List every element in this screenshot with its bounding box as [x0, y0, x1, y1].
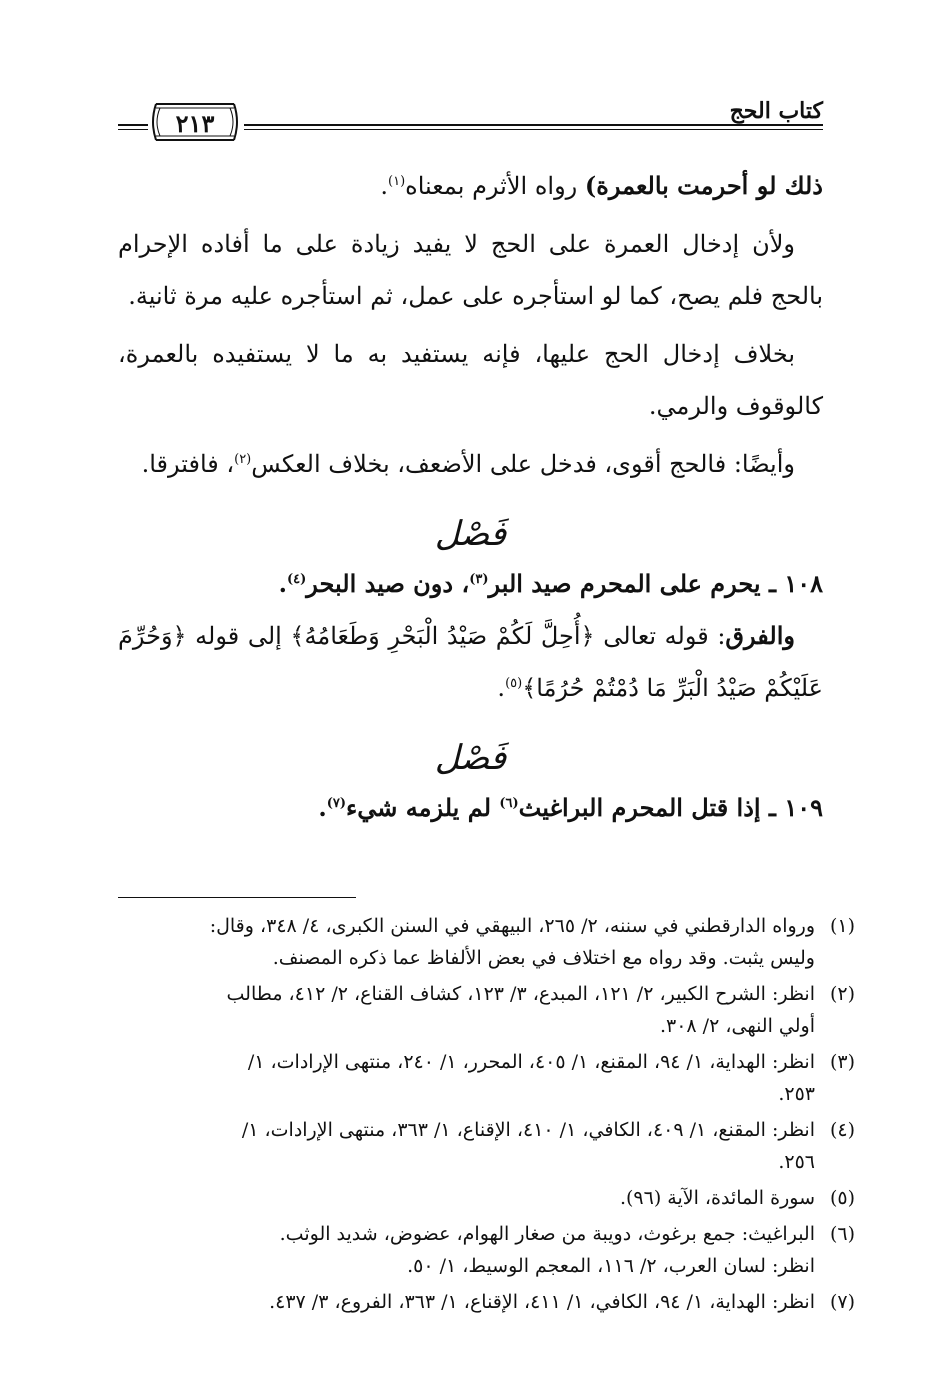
section-heading-fasl-1: فَصْل: [434, 514, 507, 554]
footnotes: [118, 910, 855, 1322]
footnote-line: ٢٥٦.: [778, 1151, 815, 1173]
footnote-3: [118, 1046, 855, 1110]
footnote-line: انظر: المقنع، ١/ ٤٠٩، الكافي، ١/ ٤١٠، الإقناع، ١/ ٣٦٣، منتهى الإرادات، ١/: [241, 1119, 815, 1141]
footnote-ref-6[interactable]: (٦): [499, 796, 519, 811]
paragraph-1-text: رواه الأثرم بمعناه: [405, 172, 585, 200]
footnote-number: (٢): [829, 983, 855, 1005]
main-text: [118, 160, 823, 834]
paragraph-4-text: وأيضًا: فالحج أقوى، فدخل على الأضعف، بخلاف العكس: [251, 450, 795, 478]
footnote-5: [118, 1182, 855, 1214]
footnote-line: انظر: الهداية، ١/ ٩٤، المقنع، ١/ ٤٠٥، المحرر، ١/ ٢٤٠، منتهى الإرادات، ١/: [247, 1051, 815, 1073]
footnote-line: انظر: لسان العرب، ٢/ ١١٦، المعجم الوسيط، ١/ ٥٠.: [407, 1255, 815, 1277]
footnote-number: (١): [829, 915, 855, 937]
paragraph-3: بخلاف إدخال الحج عليها، فإنه يستفيد به ما لا يستفيده بالعمرة، كالوقوف والرمي.: [118, 340, 823, 420]
page-number-frame: [150, 100, 240, 144]
footnote-ref-4[interactable]: (٤): [287, 572, 307, 587]
footnote-line: سورة المائدة، الآية (٩٦).: [619, 1187, 815, 1209]
issue-109-text-2: لم يلزمه شيء: [346, 793, 500, 822]
issue-108-end: .: [278, 569, 287, 598]
issue-109-text: ١٠٩ ـ إذا قتل المحرم البراغيث: [518, 793, 823, 822]
footnote-line: ورواه الدارقطني في سننه، ٢/ ٢٦٥، البيهقي في السنن الكبرى، ٤/ ٣٤٨، وقال:: [209, 915, 815, 937]
issue-109: [118, 782, 823, 834]
quote-end-bold: ذلك لو أحرمت بالعمرة): [584, 171, 823, 200]
footnote-ref-5[interactable]: (٥): [505, 676, 523, 691]
issue-108: [118, 558, 823, 610]
footnote-separator: [118, 897, 356, 898]
footnote-2: [118, 978, 855, 1042]
footnote-line: البراغيث: جمع برغوث، دويبة من صغار الهوام، عضوض، شديد الوثب.: [279, 1223, 815, 1245]
footnote-6: [118, 1218, 855, 1282]
page-number: ٢١٣: [175, 109, 215, 138]
section-heading-fasl-2: فَصْل: [434, 738, 507, 778]
paragraph-1-end: .: [380, 172, 389, 200]
issue-108-text: ١٠٨ ـ يحرم على المحرم صيد البر: [488, 569, 823, 598]
footnote-number: (٣): [829, 1051, 855, 1073]
footnote-1: [118, 910, 855, 974]
footnote-line: انظر: الهداية، ١/ ٩٤، الكافي، ١/ ٤١١، الإقناع، ١/ ٣٦٣، الفروع، ٣/ ٤٣٧.: [269, 1291, 815, 1313]
footnote-4: [118, 1114, 855, 1178]
footnote-line: أولي النهى، ٢/ ٣٠٨.: [659, 1015, 815, 1037]
header-rule-right: [244, 124, 823, 130]
footnote-ref-1[interactable]: (١): [388, 174, 406, 189]
farq-end: .: [497, 674, 506, 702]
footnote-line: وليس يثبت. وقد رواه مع اختلاف في بعض الألفاظ عما ذكره المصنف.: [272, 947, 815, 969]
farq-text: : قوله تعالى ﴿أُحِلَّ لَكُمْ صَيْدُ الْبَحْرِ وَطَعَامُهُ﴾ إلى قوله ﴿وَحُرِّمَ عَلَيْكُمْ صَيْدُ الْبَرِّ مَا دُمْتُمْ حُرُمًا﴾: [118, 622, 823, 702]
footnote-ref-2[interactable]: (٢): [234, 452, 252, 467]
footnote-number: (٥): [829, 1187, 855, 1209]
farq-paragraph: [118, 610, 823, 714]
running-head-title: كتاب الحج: [729, 98, 823, 124]
footnote-number: (٦): [829, 1223, 855, 1245]
paragraph-2: ولأن إدخال العمرة على الحج لا يفيد زيادة على ما أفاده الإحرام بالحج فلم يصح، كما لو استأجره على عمل، ثم استأجره عليه مرة ثانية.: [118, 230, 823, 310]
footnote-ref-7[interactable]: (٧): [326, 796, 347, 811]
paragraph-4: [118, 438, 823, 490]
footnote-number: (٤): [829, 1119, 855, 1141]
paragraph-1: [118, 160, 823, 212]
footnote-line: ٢٥٣.: [778, 1083, 815, 1105]
header-rule-left: [118, 124, 148, 130]
footnote-number: (٧): [829, 1291, 855, 1313]
footnote-7: [118, 1286, 855, 1318]
paragraph-4-end: ، فافترقا.: [141, 450, 235, 478]
footnote-ref-3[interactable]: (٣): [469, 572, 489, 587]
issue-109-end: .: [318, 793, 327, 822]
farq-label: والفرق: [725, 621, 795, 650]
issue-108-text-2: ، دون صيد البحر: [306, 569, 470, 598]
footnote-line: انظر: الشرح الكبير، ٢/ ١٢١، المبدع، ٣/ ١٢٣، كشاف القناع، ٢/ ٤١٢، مطالب: [226, 983, 815, 1005]
